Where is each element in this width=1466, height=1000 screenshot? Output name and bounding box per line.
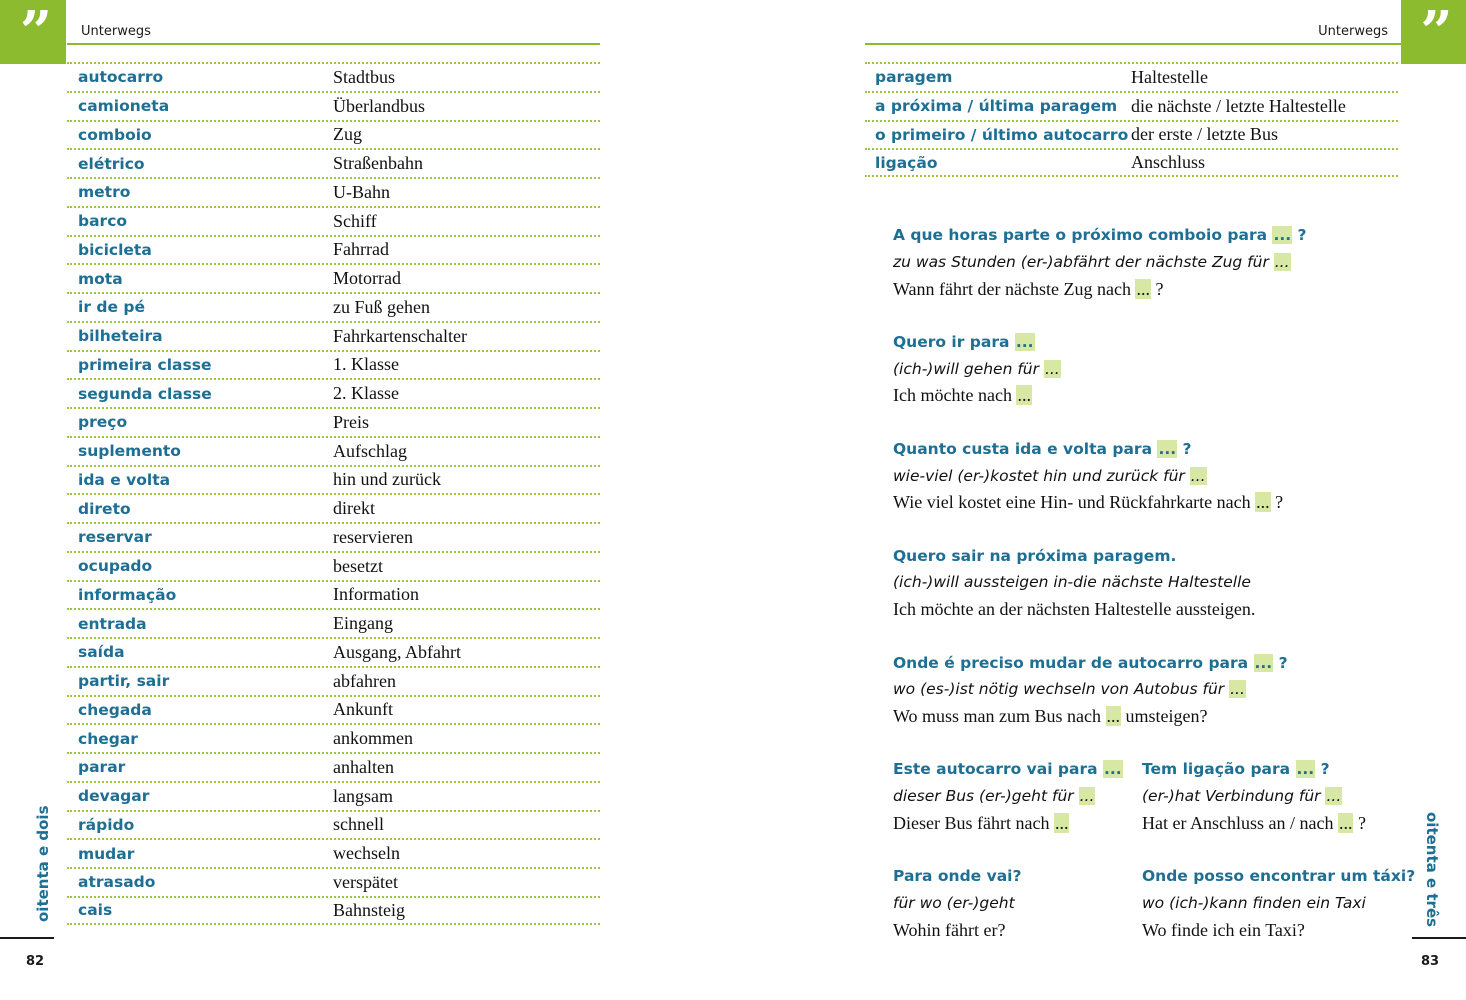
vocab-german: Fahrkartenschalter [333,325,467,346]
vocab-portuguese: bicicleta [78,240,152,259]
vocab-german: der erste / letzte Bus [1131,124,1278,145]
vocab-german: Fahrrad [333,239,389,260]
vocab-portuguese: direto [78,499,131,518]
placeholder-dots: ... [1079,787,1095,806]
page-number-right: 83 [1421,954,1440,969]
vocab-portuguese: o primeiro / último autocarro [875,125,1129,144]
vocab-row [67,896,600,925]
vocab-german: Anschluss [1131,152,1206,173]
vocab-german: Eingang [333,613,393,634]
phrase-portuguese: A que horas parte o próximo comboio para ... ? [893,226,1307,244]
vocab-row [865,120,1398,149]
placeholder-dots: ... [1104,760,1122,779]
placeholder-dots: ... [1044,359,1060,378]
vocab-german: besetzt [333,555,383,576]
vocab-german: hin und zurück [333,469,441,490]
vocab-portuguese: cais [78,901,113,920]
vocab-row [67,838,600,867]
vocab-german: Ausgang, Abfahrt [333,641,461,662]
side-label-right: oitenta e três [1423,812,1441,928]
vocab-portuguese: entrada [78,614,147,633]
vocab-german: Schiff [333,210,377,231]
vocab-portuguese: parar [78,758,126,777]
phrase-portuguese: Onde posso encontrar um táxi? [1142,867,1416,886]
vocab-portuguese: informação [78,585,177,604]
vocab-german: anhalten [333,756,394,777]
vocab-portuguese: comboio [78,125,152,144]
phrase-block [893,436,1413,516]
vocab-portuguese: mudar [78,844,135,863]
placeholder-dots: ... [1274,252,1290,271]
phrase-portuguese: Tem ligação para ... ? [1142,760,1330,779]
vocab-german: Motorrad [333,268,401,289]
phrase-german: Hat er Anschluss an / nach ... ? [1142,813,1366,834]
vocab-german: reservieren [333,526,413,547]
vocab-portuguese: suplemento [78,442,181,461]
vocab-german: Ankunft [333,699,393,720]
phrase-german: Wann fährt der nächste Zug nach ... ? [893,278,1164,299]
vocab-portuguese: reservar [78,528,152,547]
phrase-literal: (ich-)will aussteigen in-die nächste Haltestelle [893,573,1251,592]
placeholder-dots: ... [1054,813,1069,834]
phrase-column [893,863,1142,943]
vocab-row [67,637,600,666]
vocab-german: direkt [333,498,375,519]
vocab-table-left [67,62,600,925]
quote-mark-block-right [1401,0,1466,64]
quote-mark-icon: ” [19,0,47,65]
vocab-german: wechseln [333,843,400,864]
vocab-row [67,263,600,292]
placeholder-dots: ... [1230,680,1245,699]
vocab-german: Stadtbus [333,66,396,87]
vocab-row [67,695,600,724]
vocab-portuguese: elétrico [78,154,145,173]
placeholder-dots: ... [1256,492,1270,513]
vocab-portuguese: ligação [875,153,938,172]
phrase-block-pair [893,863,1416,943]
vocab-portuguese: autocarro [78,68,164,87]
vocab-row [67,551,600,580]
placeholder-dots: ... [1254,653,1273,672]
vocab-german: Haltestelle [1131,66,1208,87]
vocab-portuguese: partir, sair [78,672,170,691]
vocab-german: ankommen [333,728,413,749]
phrase-portuguese: Para onde vai? [893,867,1022,886]
phrase-block [893,650,1413,730]
vocab-row [67,177,600,206]
vocab-row [67,810,600,839]
phrase-german: Wo finde ich ein Taxi? [1142,919,1305,940]
vocab-row [865,91,1398,120]
vocab-row [67,292,600,321]
vocab-row [67,378,600,407]
vocab-row [67,148,600,177]
vocab-german: Überlandbus [333,95,425,116]
phrase-block [893,222,1413,302]
vocab-portuguese: chegar [78,729,138,748]
quote-mark-block-left [0,0,66,64]
vocab-row [67,120,600,149]
phrase-block [893,329,1413,409]
footer-rule-left [0,937,54,939]
phrase-german: Ich möchte nach ... [893,385,1031,406]
phrase-portuguese: Este autocarro vai para ... [893,760,1122,779]
vocab-portuguese: rápido [78,815,135,834]
vocab-portuguese: saída [78,643,125,662]
header-rule-left [67,43,600,45]
placeholder-dots: ... [1338,813,1353,834]
phrase-german: Wo muss man zum Bus nach ... umsteigen? [893,706,1208,727]
phrase-portuguese: Onde é preciso mudar de autocarro para ... ? [893,653,1288,672]
vocab-portuguese: atrasado [78,873,156,892]
vocab-row [67,752,600,781]
phrase-column [1142,756,1391,836]
phrase-section [893,222,1416,970]
phrase-german: Dieser Bus fährt nach ... [893,813,1069,834]
vocab-row [67,407,600,436]
phrase-column [893,756,1142,836]
vocab-row [67,350,600,379]
placeholder-dots: ... [1296,760,1315,779]
vocab-row [67,465,600,494]
phrase-literal: wo (es-)ist nötig wechseln von Autobus für ... [893,680,1245,699]
vocab-german: U-Bahn [333,181,390,202]
phrase-german: Wohin fährt er? [893,919,1006,940]
vocab-row [67,781,600,810]
vocab-portuguese: primeira classe [78,355,212,374]
vocab-row [67,580,600,609]
vocab-portuguese: mota [78,269,123,288]
vocab-german: abfahren [333,670,396,691]
vocab-german: verspätet [333,871,398,892]
placeholder-dots: ... [1015,332,1034,351]
vocab-portuguese: metro [78,183,131,202]
placeholder-dots: ... [1273,226,1292,244]
vocab-row [67,666,600,695]
vocab-portuguese: barco [78,212,128,231]
vocab-row [67,235,600,264]
vocab-portuguese: camioneta [78,97,170,116]
phrase-german: Ich möchte an der nächsten Haltestelle aussteigen. [893,599,1256,620]
vocab-row [67,206,600,235]
vocab-portuguese: bilheteira [78,327,163,346]
vocab-row [67,493,600,522]
vocab-row [67,91,600,120]
vocab-portuguese: ir de pé [78,298,145,317]
phrase-column [1142,863,1416,943]
phrase-portuguese: Quero ir para ... [893,332,1034,351]
vocab-row [67,436,600,465]
vocab-portuguese: paragem [875,68,953,87]
vocab-portuguese: chegada [78,700,152,719]
phrase-literal: zu was Stunden (er-)abfährt der nächste Zug für ... [893,252,1290,271]
phrase-portuguese: Quero sair na próxima paragem. [893,546,1177,565]
vocab-row [67,62,600,91]
header-rule-right [865,43,1401,45]
placeholder-dots: ... [1190,466,1206,485]
vocab-portuguese: ocupado [78,557,153,576]
side-label-left: oitenta e dois [34,805,52,922]
vocab-german: Zug [333,124,362,145]
phrase-block [893,543,1413,623]
vocab-german: 1. Klasse [333,354,399,375]
vocab-row [67,522,600,551]
vocab-row [865,148,1398,177]
vocab-portuguese: preço [78,413,128,432]
footer-rule-right [1412,937,1466,939]
vocab-german: Information [333,584,419,605]
placeholder-dots: ... [1136,278,1150,299]
vocab-table-right [865,62,1398,177]
phrase-portuguese: Quanto custa ida e volta para ... ? [893,439,1192,458]
vocab-row [67,723,600,752]
placeholder-dots: ... [1017,385,1031,406]
phrase-block-pair [893,756,1413,836]
placeholder-dots: ... [1326,787,1342,806]
phrase-german: Wie viel kostet eine Hin- und Rückfahrkarte nach ... ? [893,492,1284,513]
header-title-left: Unterwegs [81,24,151,39]
vocab-german: Straßenbahn [333,153,423,174]
vocab-row [67,867,600,896]
placeholder-dots: ... [1106,706,1121,727]
vocab-portuguese: a próxima / última paragem [875,97,1118,116]
phrase-literal: wo (ich-)kann finden ein Taxi [1142,894,1366,913]
vocab-german: die nächste / letzte Haltestelle [1131,95,1346,116]
vocab-german: Bahnsteig [333,899,405,920]
placeholder-dots: ... [1158,439,1177,458]
vocab-german: Aufschlag [333,440,407,461]
phrase-literal: wie-viel (er-)kostet hin und zurück für ... [893,466,1206,485]
phrase-literal: für wo (er-)geht [893,894,1015,913]
page-number-left: 82 [26,954,45,969]
phrase-literal: (er-)hat Verbindung für ... [1142,787,1342,806]
vocab-portuguese: segunda classe [78,384,212,403]
quote-mark-icon: ” [1420,0,1447,65]
vocab-portuguese: devagar [78,787,150,806]
phrase-literal: dieser Bus (er-)geht für ... [893,787,1095,806]
vocab-row [67,608,600,637]
vocab-german: schnell [333,814,384,835]
vocab-portuguese: ida e volta [78,470,171,489]
phrase-literal: (ich-)will gehen für ... [893,359,1060,378]
vocab-row [67,321,600,350]
vocab-german: 2. Klasse [333,383,399,404]
vocab-row [865,62,1398,91]
header-title-right: Unterwegs [1318,24,1388,39]
vocab-german: langsam [333,785,393,806]
vocab-german: zu Fuß gehen [333,296,430,317]
vocab-german: Preis [333,411,369,432]
